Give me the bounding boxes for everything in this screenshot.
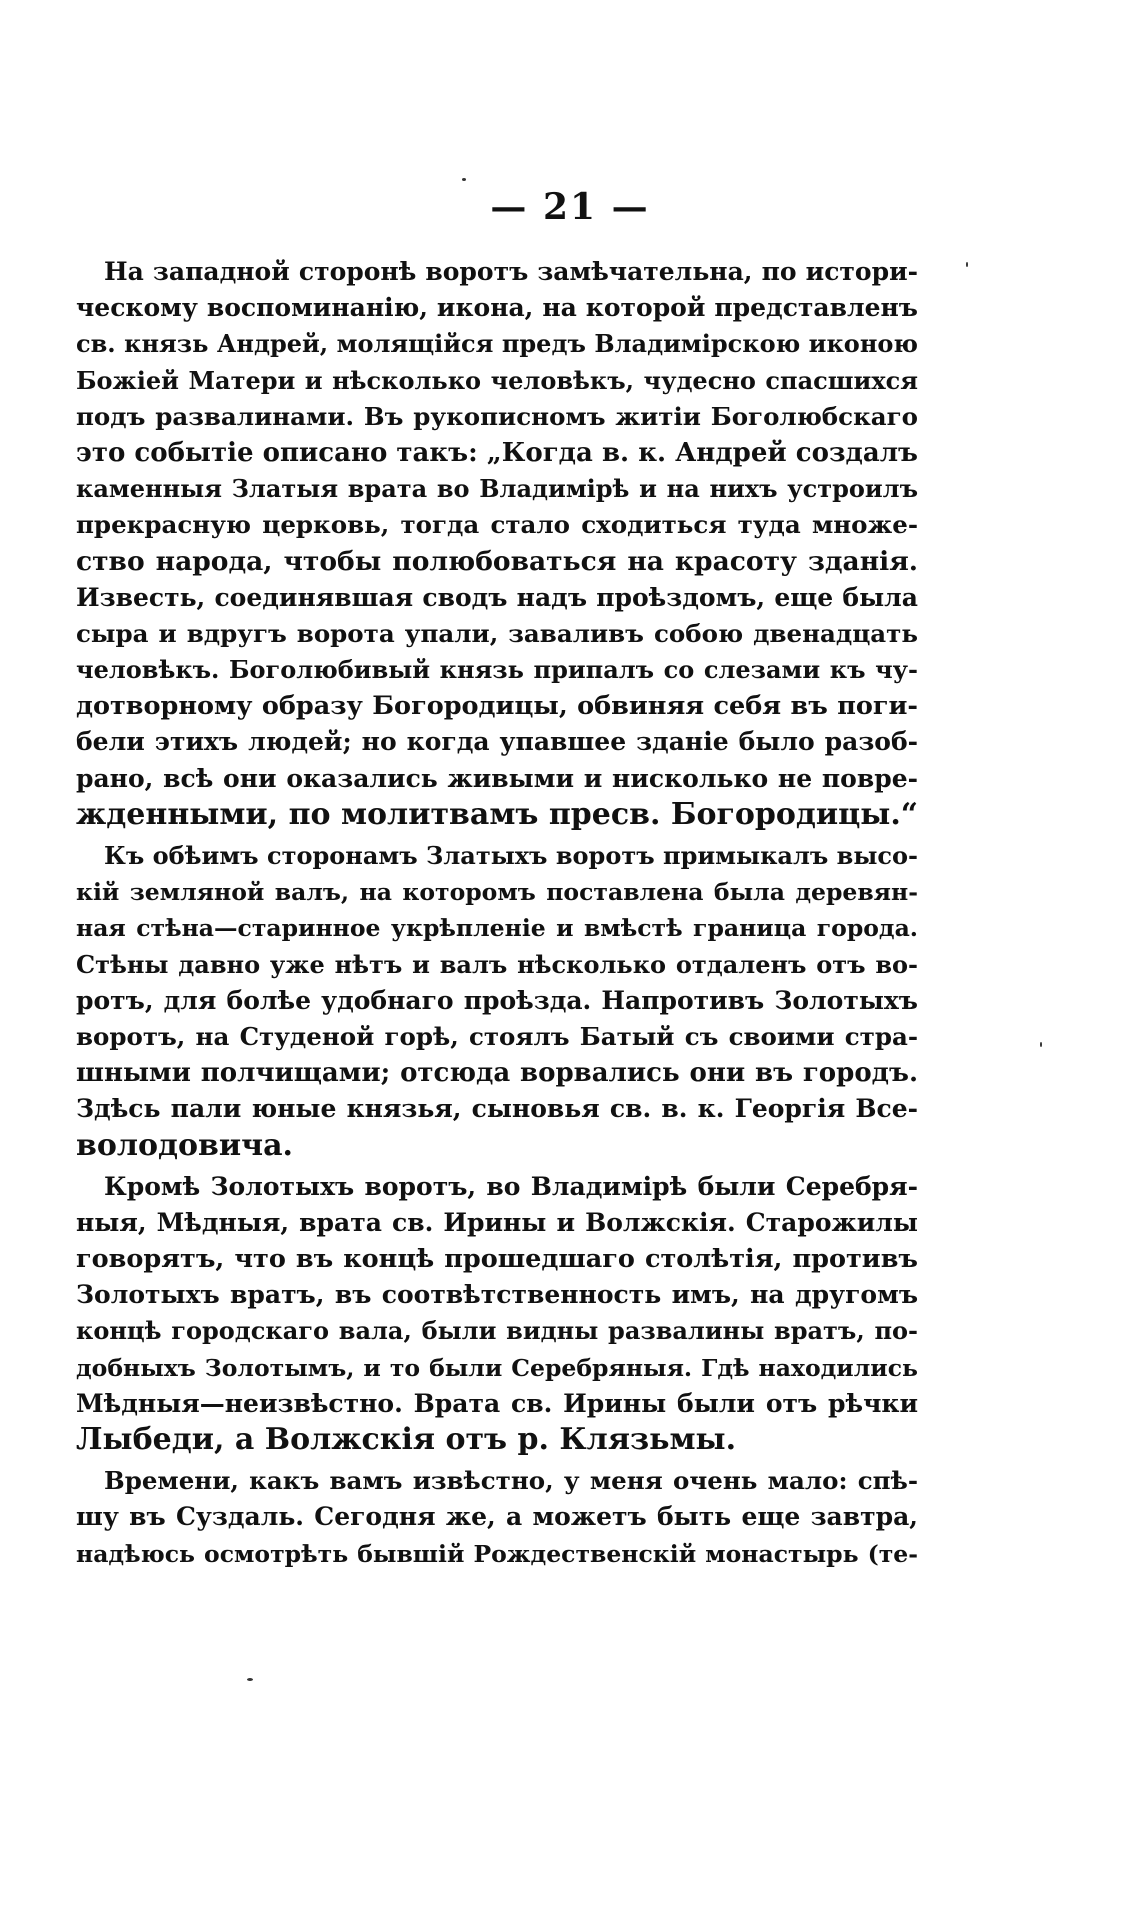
text-line: кій земляной валъ, на которомъ поставлена была деревян- [76,878,918,907]
paragraph-4 [76,1463,918,1572]
text-line: Времени, какъ вамъ извѣстно, у меня очень мало: спѣ- [104,1466,918,1496]
scan-speck [247,1678,253,1681]
text-line: каменныя Златыя врата во Владимірѣ и на нихъ устроилъ [76,474,918,504]
text-line: Лыбеди, а Волжскія отъ р. Клязьмы. [76,1422,737,1457]
text-line: дотворному образу Богородицы, обвиняя себя въ поги- [76,691,918,722]
text-line: ство народа, чтобы полюбоваться на красоту зданія. [76,545,918,577]
text-line: добныхъ Золотымъ, и то были Серебряныя. Гдѣ находились [76,1353,918,1382]
paragraph-1 [76,254,918,833]
text-line: ная стѣна—старинное укрѣпленіе и вмѣстѣ граница города. [76,914,918,943]
text-line: подъ развалинами. Въ рукописномъ житіи Боголюбскаго [76,401,918,431]
paragraph-2 [76,838,918,1164]
text-line: надѣюсь осмотрѣть бывшій Рождественскій монастырь (те- [76,1539,918,1568]
text-line: это событіе описано такъ: „Когда в. к. Андрей создалъ [76,437,918,468]
text-line: Известь, соединявшая сводъ надъ проѣздомъ, еще была [76,582,918,612]
text-line: Здѣсь пали юные князья, сыновья св. в. к. Георгія Все- [76,1094,918,1124]
scan-speck [1040,1042,1042,1047]
text-line: жденными, по молитвамъ пресв. Богородицы.“ [76,796,919,832]
scan-speck [966,262,968,267]
text-column [76,254,918,1577]
text-line: Золотыхъ вратъ, въ соотвѣтственность имъ, на другомъ [76,1280,918,1310]
page-number: — 21 — [490,186,650,228]
text-line: Божіей Матери и нѣсколько человѣкъ, чудесно спасшихся [76,365,918,395]
text-line: шу въ Суздаль. Сегодня же, а можетъ быть еще завтра, [76,1502,918,1532]
text-line: ческому воспоминанію, икона, на которой представленъ [76,293,918,323]
text-line: сыра и вдругъ ворота упали, заваливъ собою двенадцать [76,618,918,648]
text-line: рано, всѣ они оказались живыми и нисколько не повре- [76,763,918,793]
text-line: володовича. [76,1127,293,1163]
text-line: Кромѣ Золотыхъ воротъ, во Владимірѣ были Серебря- [104,1171,918,1201]
text-line: Къ обѣимъ сторонамъ Златыхъ воротъ примыкалъ высо- [104,841,918,870]
text-line: св. князь Андрей, молящійся предъ Владимірскою иконою [76,329,918,359]
scan-speck [462,178,466,181]
paragraph-3 [76,1169,918,1459]
text-line: прекрасную церковь, тогда стало сходиться туда множе- [76,510,918,540]
text-line: шными полчищами; отсюда ворвались они въ городъ. [76,1058,918,1089]
text-line: воротъ, на Студеной горѣ, стоялъ Батый съ своими стра- [76,1021,918,1051]
text-line: говорятъ, что въ концѣ прошедшаго столѣтія, противъ [76,1244,918,1275]
text-line: бели этихъ людей; но когда упавшее зданіе было разоб- [76,727,918,757]
text-line: На западной сторонѣ воротъ замѣчательна, по истори- [104,257,918,286]
text-line: ротъ, для болѣе удобнаго проѣзда. Напротивъ Золотыхъ [76,985,918,1015]
text-line: ныя, Мѣдныя, врата св. Ирины и Волжскія. Старожилы [76,1207,918,1237]
text-line: Стѣны давно уже нѣтъ и валъ нѣсколько отдаленъ отъ во- [76,949,918,979]
text-line: Мѣдныя—неизвѣстно. Врата св. Ирины были отъ рѣчки [76,1388,918,1418]
text-line: человѣкъ. Боголюбивый князь припалъ со слезами къ чу- [76,655,918,685]
text-line: концѣ городскаго вала, были видны развалины вратъ, по- [76,1316,918,1346]
